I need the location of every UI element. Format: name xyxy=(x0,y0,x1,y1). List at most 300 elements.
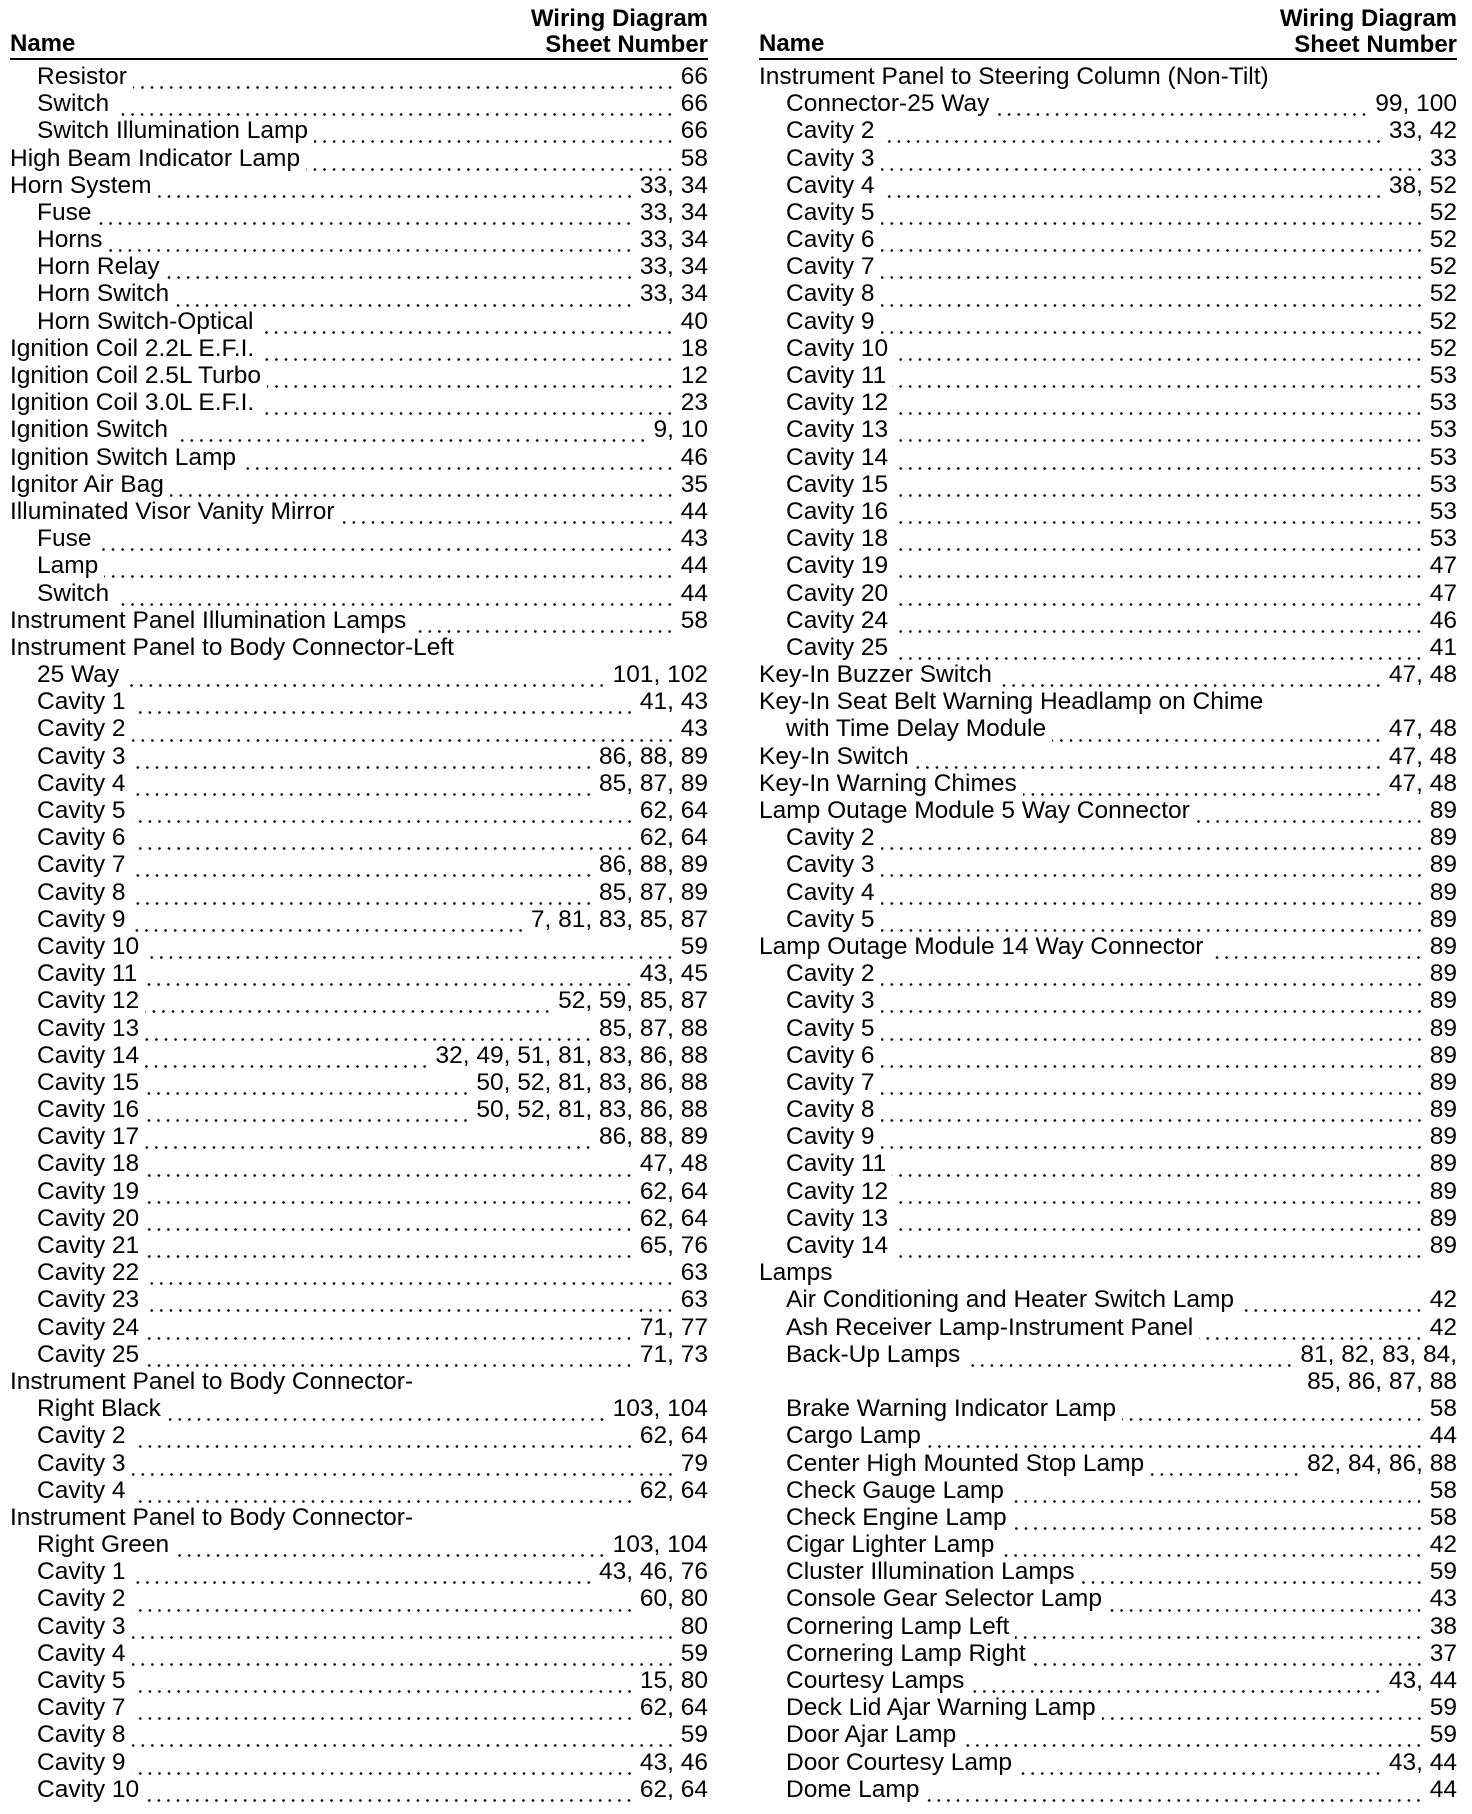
sheet-number: 38 xyxy=(1429,1612,1457,1640)
name-heading: Name xyxy=(10,30,76,57)
sheet-number: 42 xyxy=(1429,1313,1457,1341)
sheet-number: 63 xyxy=(680,1286,708,1314)
dot-leader xyxy=(167,1395,607,1422)
dot-leader xyxy=(97,525,674,552)
dot-leader xyxy=(1000,1531,1423,1558)
index-entry xyxy=(10,716,708,743)
index-entry xyxy=(10,1096,708,1123)
entry-label: Cavity 16 xyxy=(786,498,889,525)
dot-leader xyxy=(927,1422,1424,1449)
index-entry xyxy=(10,851,708,878)
index-entry xyxy=(759,824,1457,851)
index-entry xyxy=(759,906,1457,933)
index-entry xyxy=(10,416,708,443)
sheet-number: 58 xyxy=(680,606,708,634)
dot-leader xyxy=(1032,1640,1424,1667)
sheet-number: 38, 52 xyxy=(1388,171,1457,199)
entry-label: Cavity 17 xyxy=(37,1123,140,1151)
dot-leader xyxy=(145,1314,634,1341)
sheet-number: 89 xyxy=(1429,1232,1457,1260)
dot-leader xyxy=(267,362,675,389)
sheet-number: 85, 86, 87, 88 xyxy=(1307,1368,1457,1395)
entry-label: Cavity 18 xyxy=(37,1150,140,1178)
sheet-number: 59 xyxy=(680,1721,708,1749)
sheet-number: 46 xyxy=(1429,606,1457,634)
left-column xyxy=(10,0,708,1803)
index-entry xyxy=(759,1586,1457,1613)
sheet-number: 89 xyxy=(1429,987,1457,1015)
dot-leader xyxy=(132,1749,634,1776)
dot-leader xyxy=(132,1558,594,1585)
entry-label: Cavity 21 xyxy=(37,1232,140,1260)
sheet-number: 52 xyxy=(1429,280,1457,308)
sheet-number: 18 xyxy=(680,334,708,362)
index-entry xyxy=(10,1015,708,1042)
index-entry xyxy=(10,281,708,308)
index-entry xyxy=(10,1450,708,1477)
index-entry xyxy=(759,199,1457,226)
sheet-number: 50, 52, 81, 83, 86, 88 xyxy=(476,1068,708,1096)
index-entry xyxy=(759,743,1457,770)
sheet-number: 43, 45 xyxy=(639,960,708,988)
entry-label: Cavity 15 xyxy=(37,1068,140,1096)
entry-label: Lamps xyxy=(759,1259,833,1287)
index-entry xyxy=(10,1123,708,1150)
sheet-number: 43, 46 xyxy=(639,1748,708,1776)
dot-leader xyxy=(894,335,1424,362)
entry-label: Key-In Seat Belt Warning Headlamp on Chime xyxy=(759,688,1264,716)
dot-leader xyxy=(108,226,634,253)
dot-leader xyxy=(881,172,1383,199)
sheet-number: 99, 100 xyxy=(1375,90,1457,118)
index-entry xyxy=(10,1694,708,1721)
entry-label: Cavity 25 xyxy=(786,633,889,661)
index-entry xyxy=(759,634,1457,661)
dot-leader xyxy=(881,851,1424,878)
sheet-number: 47 xyxy=(1429,552,1457,580)
entry-label: Cargo Lamp xyxy=(786,1422,921,1450)
entry-label: Cavity 3 xyxy=(786,851,875,879)
dot-leader xyxy=(341,498,675,525)
sheet-number: 46 xyxy=(680,443,708,471)
dot-leader xyxy=(242,444,675,471)
index-entry xyxy=(10,117,708,144)
index-entry xyxy=(759,1069,1457,1096)
dot-leader xyxy=(145,933,675,960)
sheet-number-heading xyxy=(531,6,708,58)
entry-label: Ignition Switch Lamp xyxy=(10,443,237,471)
index-entry xyxy=(759,770,1457,797)
dot-leader xyxy=(892,362,1423,389)
column-header xyxy=(10,0,708,60)
dot-leader xyxy=(881,1123,1424,1150)
entry-label: Switch Illumination Lamp xyxy=(37,117,308,145)
sheet-number: 89 xyxy=(1429,1150,1457,1178)
sheet-number: 59 xyxy=(1429,1558,1457,1586)
index-entry xyxy=(10,879,708,906)
dot-leader xyxy=(1010,1477,1424,1504)
entry-label: Cavity 1 xyxy=(37,688,126,716)
index-entry xyxy=(759,1667,1457,1694)
dot-leader xyxy=(132,688,634,715)
index-entry xyxy=(759,1694,1457,1721)
index-entry xyxy=(759,1178,1457,1205)
index-entry xyxy=(10,1259,708,1286)
dot-leader xyxy=(145,1286,675,1313)
entry-label: Cavity 24 xyxy=(786,606,889,634)
entry-label: Cavity 24 xyxy=(37,1313,140,1341)
sheet-number: 62, 64 xyxy=(639,797,708,825)
entry-label: Cavity 6 xyxy=(37,824,126,852)
entry-label: Cavity 10 xyxy=(37,933,140,960)
dot-leader xyxy=(133,63,675,90)
index-entry xyxy=(10,1205,708,1232)
index-entry xyxy=(10,63,708,90)
index-entry xyxy=(759,607,1457,634)
index-entry xyxy=(759,90,1457,117)
entry-label: Key-In Buzzer Switch xyxy=(759,661,992,689)
index-entry xyxy=(10,1341,708,1368)
index-entry xyxy=(10,471,708,498)
dot-leader xyxy=(132,906,525,933)
entry-label: Lamp xyxy=(37,552,99,580)
entry-label: Resistor xyxy=(37,63,127,90)
dot-leader xyxy=(132,797,634,824)
dot-leader xyxy=(175,281,634,308)
sheet-number: 37 xyxy=(1429,1639,1457,1667)
sheet-number: 53 xyxy=(1429,470,1457,498)
dot-leader xyxy=(132,1586,634,1613)
index-entry xyxy=(759,552,1457,579)
index-entry xyxy=(10,145,708,172)
sheet-number: 62, 64 xyxy=(639,1694,708,1722)
sheet-number: 53 xyxy=(1429,389,1457,417)
index-entry xyxy=(759,253,1457,280)
index-entry xyxy=(10,1314,708,1341)
entry-label: Horn Switch-Optical xyxy=(37,307,254,335)
index-entry xyxy=(759,1422,1457,1449)
dot-leader xyxy=(998,661,1383,688)
entry-label: Cavity 2 xyxy=(786,960,875,988)
dot-leader xyxy=(881,1015,1424,1042)
dot-leader xyxy=(145,1341,634,1368)
index-entry xyxy=(10,90,708,117)
index-entry xyxy=(10,172,708,199)
dot-leader xyxy=(412,607,674,634)
index-entry xyxy=(10,1395,708,1422)
entry-label: Ignitor Air Bag xyxy=(10,470,164,498)
index-entry xyxy=(10,607,708,634)
entry-label: Horns xyxy=(37,226,103,254)
sheet-number: 71, 73 xyxy=(639,1340,708,1368)
index-entry xyxy=(10,1667,708,1694)
column-header xyxy=(759,0,1457,60)
entry-label: Cavity 5 xyxy=(786,198,875,226)
dot-leader xyxy=(970,1667,1382,1694)
entry-label: 25 Way xyxy=(37,661,120,689)
dot-leader xyxy=(962,1721,1424,1748)
sheet-number: 33, 34 xyxy=(639,171,708,199)
entry-label: Right Green xyxy=(37,1531,170,1559)
dot-leader xyxy=(115,90,675,117)
dot-leader xyxy=(894,444,1424,471)
entry-label: Ignition Coil 2.2L E.F.I. xyxy=(10,334,255,362)
sheet-number: 33, 34 xyxy=(639,280,708,308)
sheet-number: 59 xyxy=(680,1639,708,1667)
dot-leader xyxy=(1102,1694,1424,1721)
entry-label: Check Gauge Lamp xyxy=(786,1476,1004,1504)
dot-leader xyxy=(166,253,634,280)
dot-leader xyxy=(1209,933,1423,960)
dot-leader xyxy=(894,416,1424,443)
entry-label: Instrument Panel to Body Connector-Left xyxy=(10,633,454,661)
index-entry xyxy=(10,1613,708,1640)
index-entry xyxy=(759,1123,1457,1150)
entry-label: Cavity 4 xyxy=(786,878,875,906)
entry-label: Ignition Coil 3.0L E.F.I. xyxy=(10,389,255,417)
index-entry xyxy=(759,1721,1457,1748)
entry-label: Cavity 12 xyxy=(786,389,889,417)
entry-label: Cavity 15 xyxy=(786,470,889,498)
dot-leader xyxy=(145,1205,634,1232)
sheet-number: 59 xyxy=(1429,1694,1457,1722)
index-entry xyxy=(759,308,1457,335)
entry-label: Horn Relay xyxy=(37,253,160,281)
index-entry xyxy=(759,1232,1457,1259)
sheet-number: 79 xyxy=(680,1449,708,1477)
sheet-number: 43 xyxy=(680,715,708,743)
dot-leader xyxy=(894,498,1424,525)
entry-label: Cavity 2 xyxy=(786,824,875,852)
entry-label: Brake Warning Indicator Lamp xyxy=(786,1395,1116,1423)
index-entry xyxy=(759,1015,1457,1042)
entry-label: Cavity 8 xyxy=(786,1096,875,1124)
entry-label: Cavity 9 xyxy=(37,1748,126,1776)
entry-label: Cavity 11 xyxy=(786,362,887,390)
dot-leader xyxy=(125,661,606,688)
index-entry xyxy=(10,199,708,226)
entry-label: Cavity 19 xyxy=(786,552,889,580)
sheet-number: 52 xyxy=(1429,253,1457,281)
entry-label: Cavity 4 xyxy=(786,171,875,199)
sheet-number: 43 xyxy=(1429,1585,1457,1613)
sheet-number: 41, 43 xyxy=(639,688,708,716)
dot-leader xyxy=(1199,1314,1424,1341)
index-entry xyxy=(759,117,1457,144)
dot-leader xyxy=(145,987,552,1014)
dot-leader xyxy=(894,525,1424,552)
entry-label: Key-In Switch xyxy=(759,742,909,770)
dot-leader xyxy=(145,1123,593,1150)
sheet-number: 89 xyxy=(1429,1204,1457,1232)
entry-label: with Time Delay Module xyxy=(786,715,1047,743)
sheet-number: 85, 87, 88 xyxy=(599,1014,708,1042)
dot-leader xyxy=(132,851,594,878)
sheet-number: 33, 34 xyxy=(639,226,708,254)
dot-leader xyxy=(145,1259,675,1286)
entry-label: Cavity 12 xyxy=(786,1177,889,1205)
index-entry xyxy=(759,1259,1457,1286)
sheet-number: 42 xyxy=(1429,1286,1457,1314)
index-entry xyxy=(10,688,708,715)
entry-label: Cavity 11 xyxy=(37,960,138,988)
index-entry xyxy=(10,797,708,824)
dot-leader xyxy=(1023,770,1383,797)
dot-leader xyxy=(259,308,674,335)
index-entry xyxy=(759,580,1457,607)
index-entry xyxy=(759,63,1457,90)
dot-leader xyxy=(1240,1286,1424,1313)
index-entry xyxy=(10,1558,708,1585)
entry-label: Cavity 3 xyxy=(37,742,126,770)
index-entry xyxy=(759,1558,1457,1585)
dot-leader xyxy=(260,335,675,362)
sheet-number: 53 xyxy=(1429,443,1457,471)
dot-leader xyxy=(132,1613,675,1640)
index-entry xyxy=(10,444,708,471)
entry-label: Cavity 3 xyxy=(37,1449,126,1477)
entry-label: Dome Lamp xyxy=(786,1775,920,1803)
index-entry xyxy=(10,253,708,280)
entry-label: Cavity 13 xyxy=(786,1204,889,1232)
sheet-number: 103, 104 xyxy=(612,1531,708,1559)
index-entry xyxy=(10,661,708,688)
entry-label: Cavity 10 xyxy=(37,1775,140,1803)
entry-label: Door Ajar Lamp xyxy=(786,1721,957,1749)
dot-leader xyxy=(1122,1395,1424,1422)
dot-leader xyxy=(132,743,594,770)
sheet-number: 44 xyxy=(1429,1422,1457,1450)
entry-label: Cavity 5 xyxy=(786,1014,875,1042)
index-entry xyxy=(759,1531,1457,1558)
sheet-number: 103, 104 xyxy=(612,1395,708,1423)
index-entry xyxy=(759,471,1457,498)
entry-label: Cavity 14 xyxy=(786,443,889,471)
sheet-number: 89 xyxy=(1429,1123,1457,1151)
entry-label: Cavity 8 xyxy=(37,1721,126,1749)
index-entry xyxy=(759,716,1457,743)
dot-leader xyxy=(145,1042,429,1069)
entry-label: Cavity 18 xyxy=(786,525,889,553)
sheet-number: 62, 64 xyxy=(639,1177,708,1205)
dot-leader xyxy=(894,580,1424,607)
index-entry xyxy=(759,1477,1457,1504)
index-entry xyxy=(759,688,1457,715)
entry-label: Cavity 5 xyxy=(786,905,875,933)
dot-leader xyxy=(881,226,1424,253)
dot-leader xyxy=(881,824,1424,851)
dot-leader xyxy=(132,824,634,851)
index-entry xyxy=(10,580,708,607)
index-entry xyxy=(10,498,708,525)
index-entry xyxy=(10,1531,708,1558)
sheet-number: 58 xyxy=(1429,1503,1457,1531)
sheet-number: 52, 59, 85, 87 xyxy=(558,987,708,1015)
dot-leader xyxy=(995,90,1369,117)
sheet-heading-line1: Wiring Diagram xyxy=(530,5,708,32)
index-entry xyxy=(10,552,708,579)
right-column xyxy=(759,0,1457,1803)
entry-label: Cavity 3 xyxy=(37,1612,126,1640)
sheet-number: 59 xyxy=(680,933,708,960)
sheet-number: 89 xyxy=(1429,905,1457,933)
sheet-number: 33, 34 xyxy=(639,198,708,226)
index-entry xyxy=(759,1286,1457,1313)
index-entry xyxy=(10,987,708,1014)
sheet-number: 23 xyxy=(680,389,708,417)
sheet-number: 89 xyxy=(1429,1096,1457,1124)
sheet-number: 15, 80 xyxy=(639,1667,708,1695)
entry-label: Courtesy Lamps xyxy=(786,1667,965,1695)
dot-leader xyxy=(881,960,1424,987)
sheet-number: 44 xyxy=(680,579,708,607)
index-entry xyxy=(10,906,708,933)
entry-label: Cavity 13 xyxy=(37,1014,140,1042)
index-entries xyxy=(10,63,708,1803)
entry-label: Cavity 16 xyxy=(37,1096,140,1124)
sheet-number: 58 xyxy=(1429,1395,1457,1423)
sheet-number: 62, 64 xyxy=(639,1422,708,1450)
entry-label: Switch xyxy=(37,90,110,118)
entry-label: Cavity 20 xyxy=(37,1204,140,1232)
sheet-number: 40 xyxy=(680,307,708,335)
sheet-number: 33, 42 xyxy=(1388,117,1457,145)
dot-leader xyxy=(1018,1749,1383,1776)
sheet-number: 52 xyxy=(1429,226,1457,254)
index-entry xyxy=(759,1776,1457,1803)
dot-leader xyxy=(894,552,1424,579)
dot-leader xyxy=(881,906,1424,933)
entry-label: Cavity 2 xyxy=(37,1422,126,1450)
sheet-number: 7, 81, 83, 85, 87 xyxy=(530,905,708,933)
dot-leader xyxy=(145,1232,634,1259)
dot-leader xyxy=(1196,797,1424,824)
sheet-number: 85, 87, 89 xyxy=(599,878,708,906)
sheet-number: 53 xyxy=(1429,525,1457,553)
entry-label: Cornering Lamp Right xyxy=(786,1639,1026,1667)
dot-leader xyxy=(881,987,1424,1014)
sheet-number: 63 xyxy=(680,1259,708,1287)
dot-leader xyxy=(1108,1586,1424,1613)
dot-leader xyxy=(143,960,634,987)
sheet-number: 47, 48 xyxy=(639,1150,708,1178)
sheet-number: 47, 48 xyxy=(1388,742,1457,770)
dot-leader xyxy=(881,879,1424,906)
entry-label: Cavity 25 xyxy=(37,1340,140,1368)
index-entries xyxy=(759,63,1457,1803)
dot-leader xyxy=(145,1069,470,1096)
entry-label: Cavity 4 xyxy=(37,1639,126,1667)
entry-label: Cavity 2 xyxy=(786,117,875,145)
entry-label: Back-Up Lamps xyxy=(786,1340,961,1368)
entry-label: Lamp Outage Module 5 Way Connector xyxy=(759,797,1190,825)
entry-label: Cavity 5 xyxy=(37,1667,126,1695)
dot-leader xyxy=(175,1531,607,1558)
index-entry xyxy=(10,1721,708,1748)
entry-label: Cavity 3 xyxy=(786,144,875,172)
entry-label: Cavity 9 xyxy=(786,1123,875,1151)
dot-leader xyxy=(132,1721,675,1748)
sheet-number: 89 xyxy=(1429,797,1457,825)
sheet-number: 32, 49, 51, 81, 83, 86, 88 xyxy=(435,1041,708,1069)
entry-label: Cavity 3 xyxy=(786,987,875,1015)
entry-label: Door Courtesy Lamp xyxy=(786,1748,1013,1776)
sheet-number: 47, 48 xyxy=(1388,661,1457,689)
sheet-number: 89 xyxy=(1429,824,1457,852)
index-entry xyxy=(759,389,1457,416)
entry-label: Cornering Lamp Left xyxy=(786,1612,1010,1640)
sheet-number: 62, 64 xyxy=(639,1775,708,1803)
